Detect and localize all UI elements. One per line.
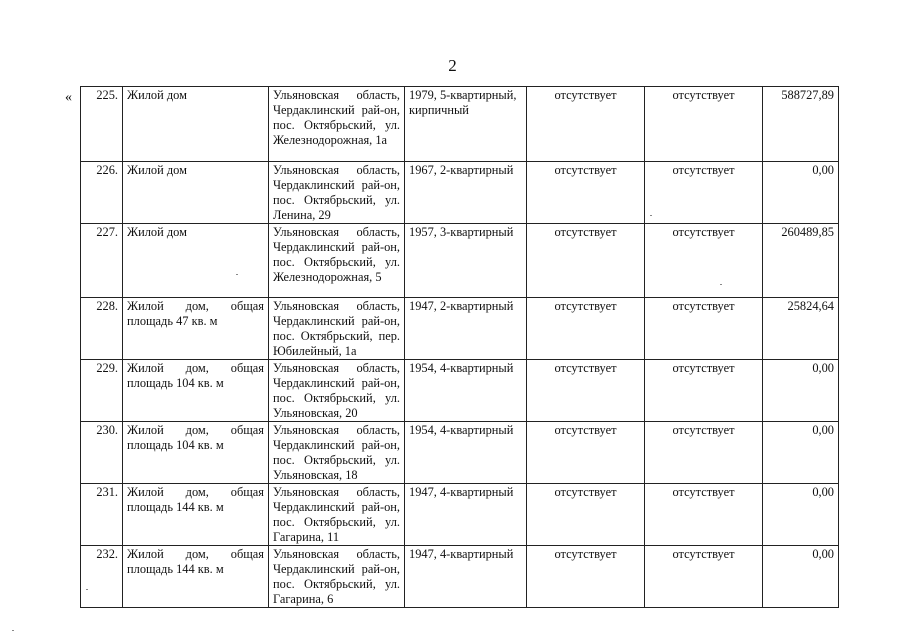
value-amount: 588727,89 <box>763 87 839 162</box>
object-name: Жилой дом <box>123 162 269 224</box>
object-name: Жилой дом <box>123 87 269 162</box>
object-name: Жилой дом, общая площадь 144 кв. м <box>123 484 269 546</box>
opening-quote-mark: « <box>65 90 72 105</box>
restriction-status: отсутствует <box>645 87 763 162</box>
restriction-status: отсутствует <box>645 298 763 360</box>
restriction-status: отсутствует <box>645 162 763 224</box>
value-amount: 0,00 <box>763 484 839 546</box>
row-number: 228. <box>81 298 123 360</box>
value-amount: 0,00 <box>763 546 839 608</box>
object-address: Ульяновская область, Чердаклинский рай-он, пос. Октябрьский, ул. Железнодорожная, 1а <box>269 87 405 162</box>
encumbrance-status: отсутствует <box>527 546 645 608</box>
page-number: 2 <box>448 56 457 75</box>
object-name: Жилой дом <box>123 224 269 298</box>
object-description: 1957, 3-квартирный <box>405 224 527 298</box>
scan-speck <box>12 630 14 631</box>
table-row <box>81 546 839 608</box>
restriction-status: отсутствует <box>645 360 763 422</box>
value-amount: 25824,64 <box>763 298 839 360</box>
table-row <box>81 298 839 360</box>
scan-speck <box>650 215 652 216</box>
object-address: Ульяновская область, Чердаклинский рай-он, пос. Октябрьский, ул. Ульяновская, 20 <box>269 360 405 422</box>
object-address: Ульяновская область, Чердаклинский рай-он, пос. Октябрьский, ул. Железнодорожная, 5 <box>269 224 405 298</box>
value-amount: 0,00 <box>763 162 839 224</box>
object-address: Ульяновская область, Чердаклинский рай-он, пос. Октябрьский, ул. Гагарина, 6 <box>269 546 405 608</box>
object-description: 1954, 4-квартирный <box>405 360 527 422</box>
object-address: Ульяновская область, Чердаклинский рай-он, пос. Октябрьский, ул. Гагарина, 11 <box>269 484 405 546</box>
value-amount: 260489,85 <box>763 224 839 298</box>
value-amount: 0,00 <box>763 422 839 484</box>
encumbrance-status: отсутствует <box>527 484 645 546</box>
restriction-status: отсутствует <box>645 422 763 484</box>
object-description: 1947, 4-квартирный <box>405 546 527 608</box>
value-amount: 0,00 <box>763 360 839 422</box>
object-name: Жилой дом, общая площадь 144 кв. м <box>123 546 269 608</box>
encumbrance-status: отсутствует <box>527 162 645 224</box>
row-number: 229. <box>81 360 123 422</box>
row-number: 225. <box>81 87 123 162</box>
encumbrance-status: отсутствует <box>527 360 645 422</box>
row-number: 231. <box>81 484 123 546</box>
object-description: 1954, 4-квартирный <box>405 422 527 484</box>
restriction-status: отсутствует <box>645 224 763 298</box>
object-name: Жилой дом, общая площадь 104 кв. м <box>123 360 269 422</box>
object-description: 1947, 2-квартирный <box>405 298 527 360</box>
object-address: Ульяновская область, Чердаклинский рай-он, пос. Октябрьский, ул. Ленина, 29 <box>269 162 405 224</box>
row-number: 226. <box>81 162 123 224</box>
restriction-status: отсутствует <box>645 546 763 608</box>
table-body <box>81 87 839 608</box>
scan-speck <box>720 284 722 285</box>
row-number: 232. <box>81 546 123 608</box>
object-address: Ульяновская область, Чердаклинский рай-он, пос. Октябрьский, пер. Юбилейный, 1а <box>269 298 405 360</box>
encumbrance-status: отсутствует <box>527 422 645 484</box>
scan-speck <box>86 589 88 590</box>
encumbrance-status: отсутствует <box>527 298 645 360</box>
restriction-status: отсутствует <box>645 484 763 546</box>
object-name: Жилой дом, общая площадь 47 кв. м <box>123 298 269 360</box>
object-description: 1947, 4-квартирный <box>405 484 527 546</box>
encumbrance-status: отсутствует <box>527 87 645 162</box>
object-description: 1979, 5-квартирный, кирпичный <box>405 87 527 162</box>
property-registry-table <box>80 86 839 608</box>
object-address: Ульяновская область, Чердаклинский рай-он, пос. Октябрьский, ул. Ульяновская, 18 <box>269 422 405 484</box>
row-number: 227. <box>81 224 123 298</box>
object-description: 1967, 2-квартирный <box>405 162 527 224</box>
object-name: Жилой дом, общая площадь 104 кв. м <box>123 422 269 484</box>
table-row <box>81 162 839 224</box>
table-row <box>81 360 839 422</box>
table-row <box>81 224 839 298</box>
table-row <box>81 422 839 484</box>
table-row <box>81 484 839 546</box>
encumbrance-status: отсутствует <box>527 224 645 298</box>
row-number: 230. <box>81 422 123 484</box>
scan-speck <box>236 274 238 275</box>
table-row <box>81 87 839 162</box>
